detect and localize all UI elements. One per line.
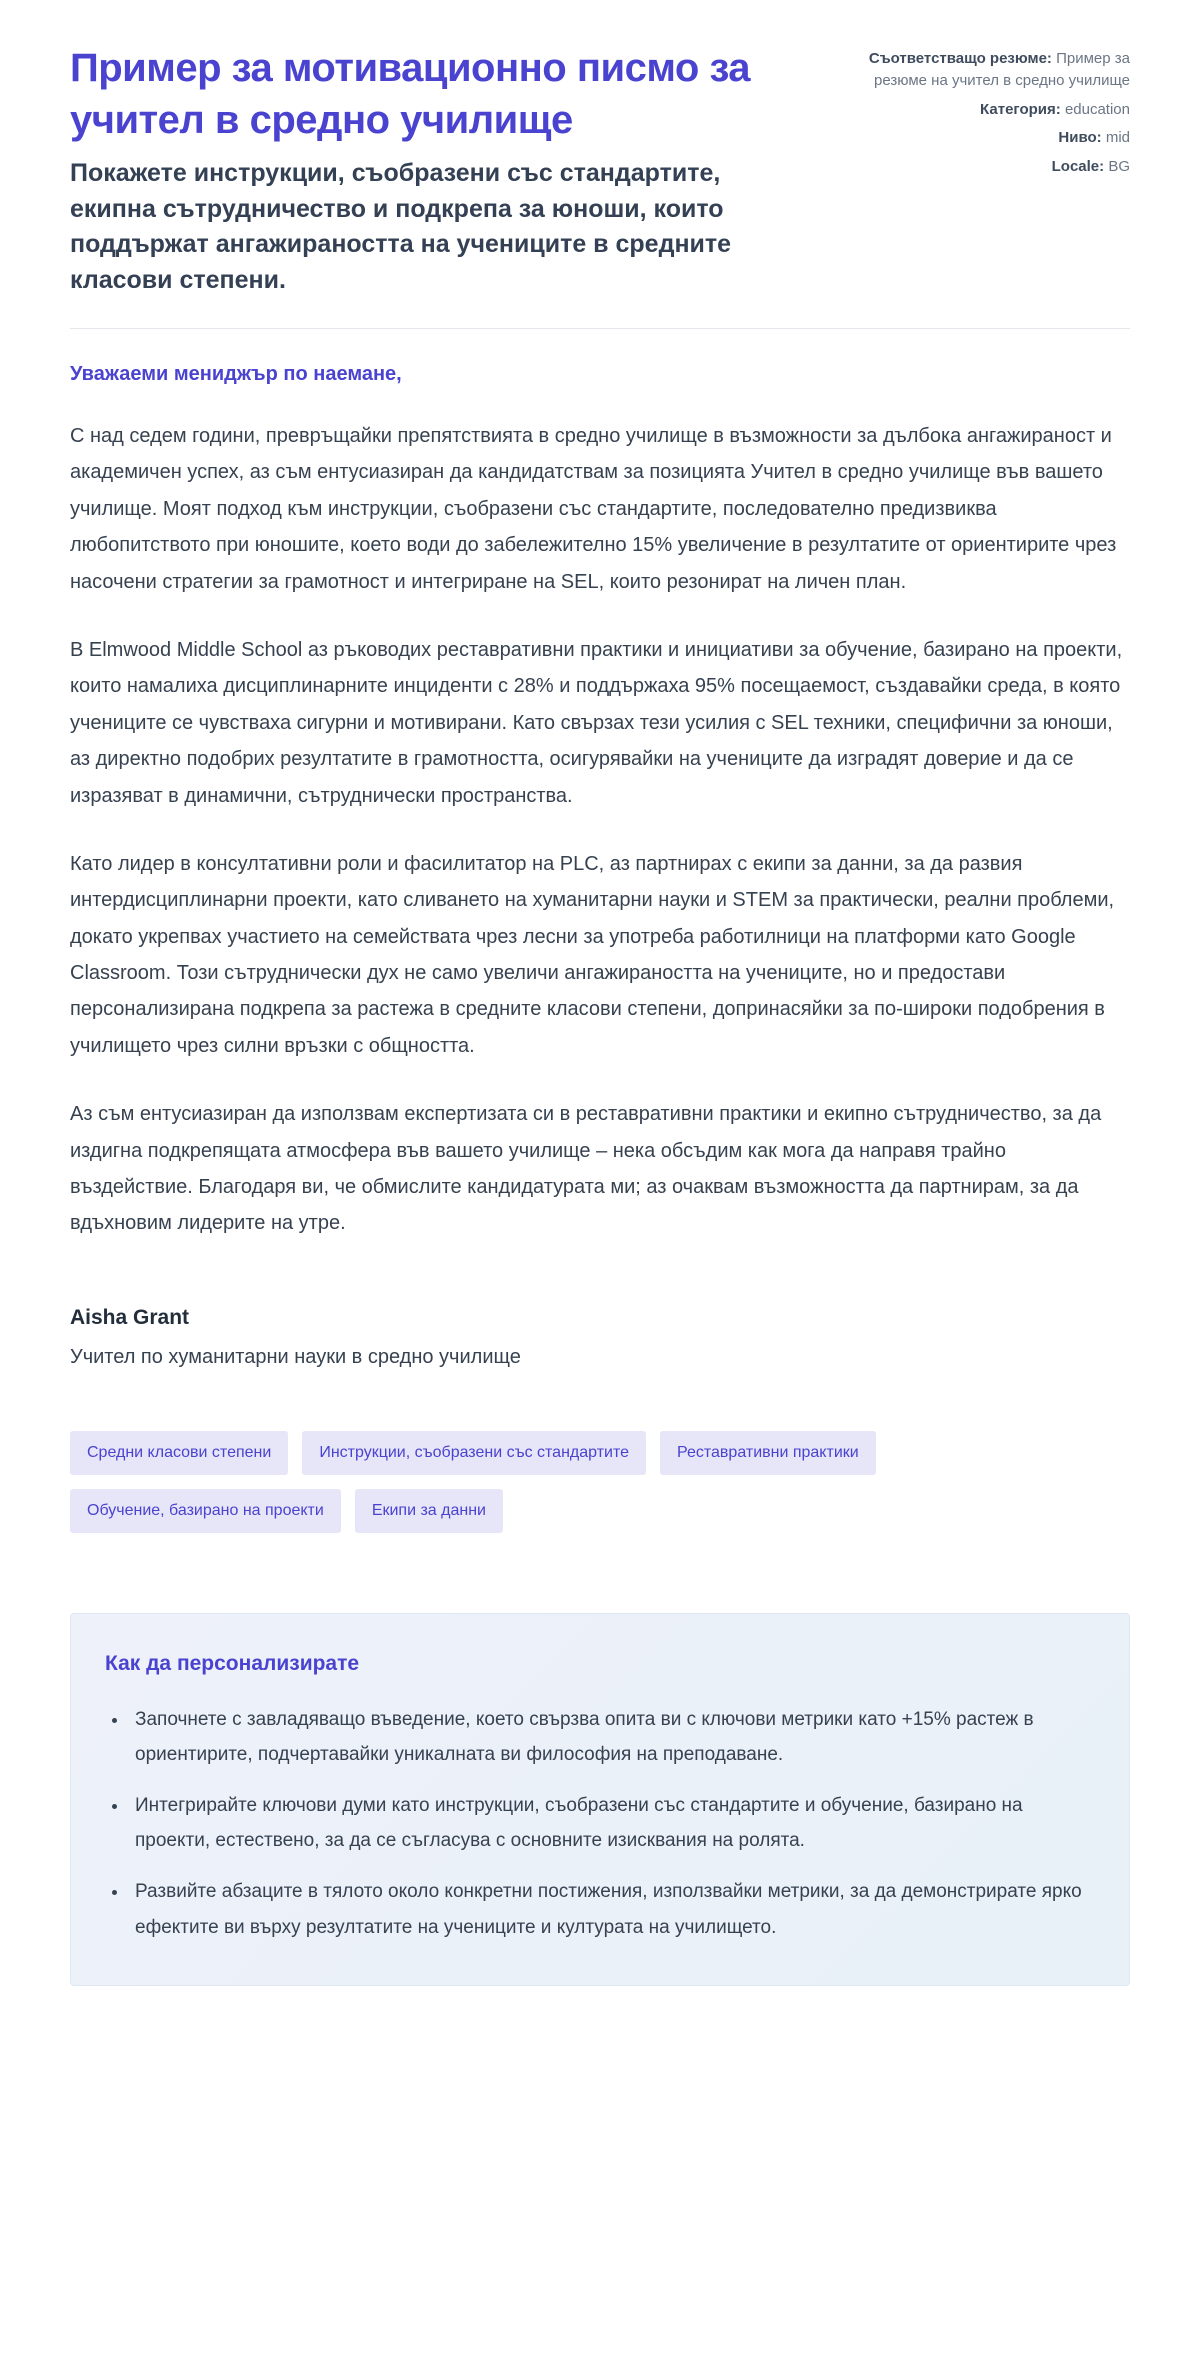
personalize-list xyxy=(105,1702,1095,1945)
personalize-bullet: • Развийте абзаците в тялото около конкретни постижения, използвайки метрики, за да демонстрирате ярко ефектите ви върху резултатите на учениците и културата на училището. xyxy=(129,1874,1095,1944)
tag-restorative-practices[interactable]: Реставративни практики xyxy=(660,1431,876,1475)
meta-locale xyxy=(844,156,1130,178)
meta-value: education xyxy=(1064,100,1130,118)
tag-project-based-learning[interactable]: Обучение, базирано на проекти xyxy=(70,1489,341,1533)
letter-paragraph: В Elmwood Middle School аз ръководих реставративни практики и инициативи за обучение, базирано на проекти, които намалиха дисциплинарните инциденти с 28% и поддържаха 95% посещаемост, създавайки среда, в която учениците се чувстваха сигурни и мотивирани. Като свързах тези усилия с SEL техники, специфични за юноши, аз директно подобрих резултатите в грамотността, осигурявайки на учениците да изградят доверие и да се изразяват в динамични, сътруднически пространства. xyxy=(70,638,1123,807)
personalize-title: Как да персонализирате xyxy=(105,1651,360,1675)
signature-role: Учител по хуманитарни науки в средно училище xyxy=(70,1345,521,1368)
meta-matching-resume xyxy=(844,48,1130,92)
letter-greeting: Уважаеми мениджър по наемане, xyxy=(70,363,402,385)
meta-category xyxy=(844,99,1130,121)
tag-standards-aligned-instruction[interactable]: Инструкции, съобразени със стандартите xyxy=(302,1431,646,1475)
meta-level xyxy=(844,127,1130,149)
meta-label: Категория: xyxy=(980,100,1061,118)
header xyxy=(70,42,1130,298)
personalize-box xyxy=(70,1613,1130,1986)
meta-label: Locale: xyxy=(1051,158,1105,175)
meta-label: Ниво: xyxy=(1058,129,1102,147)
tag-list xyxy=(70,1431,1070,1533)
letter-paragraph: Като лидер в консултативни роли и фасилитатор на PLC, аз партнирах с екипи за данни, за да развия интердисциплинарни проекти, като сливането на хуманитарни науки и STEM за практически, реални проблеми, докато укрепвах участието на семействата чрез лесни за употреба работилници на платформи като Google Classroom. Този сътруднически дух не само увеличи ангажираността на учениците, но и предостави персонализирана подкрепа за растежа в средните класови степени, допринасяйки за по-широки подобрения в училището чрез силни връзки с общността. xyxy=(70,852,1115,1057)
meta-panel xyxy=(844,42,1130,298)
meta-value: Пример за резюме на учител в средно училище xyxy=(874,50,1130,89)
divider xyxy=(70,328,1130,329)
meta-value: mid xyxy=(1105,129,1130,147)
page-title: Пример за мотивационно писмо за учител в средно училище xyxy=(70,46,751,142)
meta-label: Съответстващо резюме: xyxy=(868,50,1052,67)
signature-name: Aisha Grant xyxy=(70,1305,190,1329)
letter-paragraph: С над седем години, превръщайки препятствията в средно училище в възможности за дълбока ангажираност и академичен успех, аз съм ентусиазиран да кандидатствам за позицията Учител в средно училище във вашето училище. Моят подход към инструкции, съобразени със стандартите, последователно предизвиква любопитството при юношите, което води до забележително 15% увеличение в резултатите от ориентирите чрез насочени стратегии за грамотност и интегриране на SEL, които резонират на личен план. xyxy=(70,425,1117,593)
tag-middle-grades[interactable]: Средни класови степени xyxy=(70,1431,288,1475)
letter-paragraph: Аз съм ентусиазиран да използвам експертизата си в реставративни практики и екипно сътрудничество, за да издигна подкрепящата атмосфера във вашето училище – нека обсъдим как мога да направя трайно въздействие. Благодаря ви, че обмислите кандидатурата ми; аз очаквам възможността да партнирам, за да вдъхновим лидерите на утре. xyxy=(70,1103,1102,1235)
personalize-bullet: • Започнете с завладяващо въведение, което свързва опита ви с ключови метрики като +15% растеж в ориентирите, подчертавайки уникалната ви философия на преподаване. xyxy=(129,1702,1095,1772)
meta-value: BG xyxy=(1108,158,1130,175)
header-titles xyxy=(70,42,804,298)
letter-body xyxy=(70,363,1130,1369)
page-subtitle: Покажете инструкции, съобразени със стандартите, екипна сътрудничество и подкрепа за юноши, които поддържат ангажираността на учениците в средните класови степени. xyxy=(70,159,732,294)
personalize-bullet: • Интегрирайте ключови думи като инструкции, съобразени със стандартите и обучение, базирано на проекти, естествено, за да се съгласува с основните изисквания на ролята. xyxy=(129,1788,1095,1858)
tag-data-teams[interactable]: Екипи за данни xyxy=(355,1489,503,1533)
